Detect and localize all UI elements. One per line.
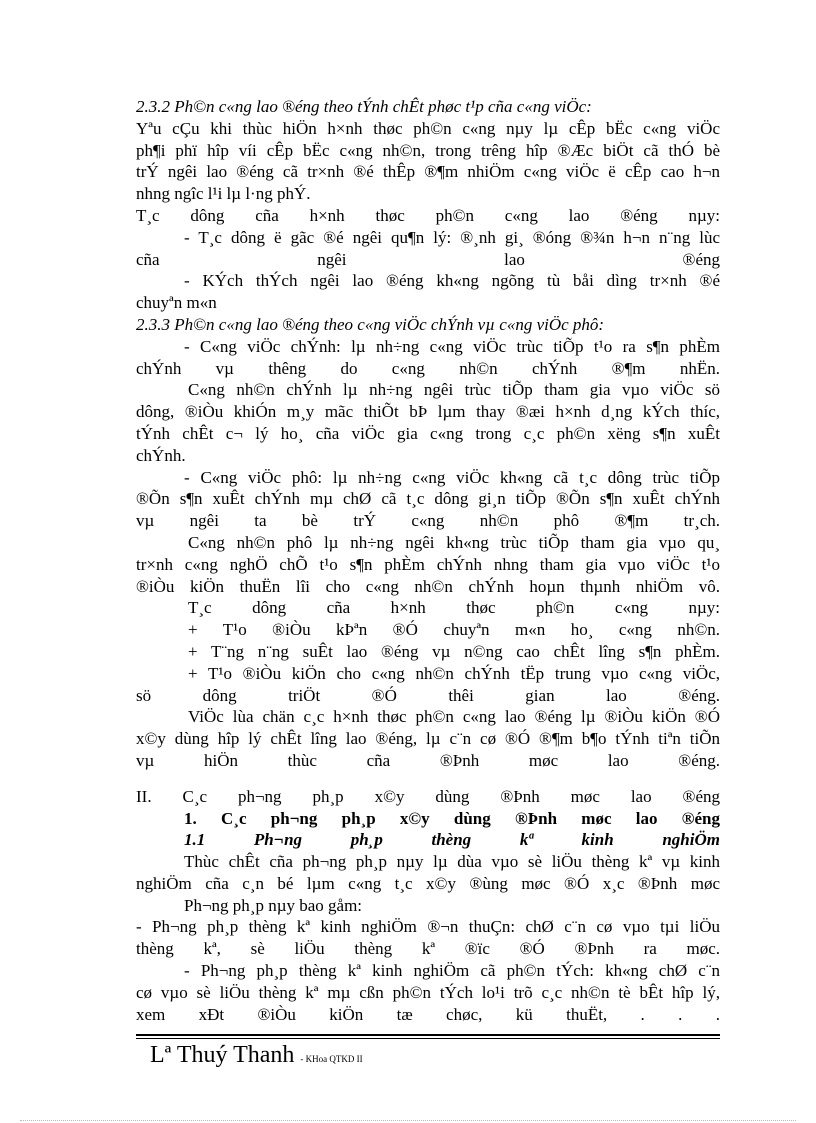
text-line: dông, ®iÒu khiÓn m¸y mãc thiÕt bÞ lµm thay ®æi h×nh d¸ng kÝch thíc, [136, 402, 720, 422]
text-line: - KÝch thÝch ngêi lao ®éng kh«ng ngõng tù båi dìng tr×nh ®é [184, 271, 720, 291]
text-line: 1.1 Ph¬ng ph¸p thèng kª kinh nghiÖm [184, 830, 720, 850]
text-line: + T¹o ®iÒu kiÖn cho c«ng nh©n chÝnh tËp trung vµo c«ng viÖc, [188, 663, 720, 683]
page-edge-dots [20, 1120, 796, 1121]
text-line: + T¹o ®iÒu kÞªn ®Ó chuyªn m«n ho¸ c«ng nh©n. [188, 620, 720, 640]
footer [150, 1042, 363, 1069]
text-line: ViÖc lùa chän c¸c h×nh thøc ph©n c«ng lao ®éng lµ ®iÒu kiÖn ®Ó [188, 707, 720, 727]
text-line: - Ph¬ng ph¸p thèng kª kinh nghiÖm cã ph©n tÝch: kh«ng chØ c¨n [184, 961, 720, 981]
text-line: II. C¸c ph¬ng ph¸p x©y dùng ®Þnh møc lao ®éng [136, 786, 720, 806]
text-line: + T¨ng n¨ng suÊt lao ®éng vµ n©ng cao chÊt lîng s¶n phÈm. [188, 641, 720, 661]
text-line: cø vµo sè liÖu thèng kª mµ cßn ph©n tÝch lo¹i trõ c¸c nh©n tè bÊt hîp lý, [136, 982, 720, 1002]
text-line: - T¸c dông ë gãc ®é ngêi qu¶n lý: ®¸nh gi¸ ®óng ®¾n h¬n n¨ng lùc [184, 227, 720, 247]
text-line: C«ng nh©n phô lµ nh÷ng ngêi kh«ng trùc tiÕp tham gia vµo qu¸ [188, 532, 720, 552]
text-line: - C«ng viÖc chÝnh: lµ nh÷ng c«ng viÖc trùc tiÕp t¹o ra s¶n phÈm [184, 336, 720, 356]
text-line: chÝnh vµ thêng do c«ng nh©n chÝnh ®¶m nhËn. [136, 358, 720, 378]
text-line: Yªu cÇu khi thùc hiÖn h×nh thøc ph©n c«ng nµy lµ cÊp bËc c«ng viÖc [136, 118, 720, 138]
text-line: nghiÖm cña c¸n bé lµm c«ng t¸c x©y ®ùng møc ®Ó x¸c ®Þnh møc [136, 873, 720, 893]
text-line: x©y dùng hîp lý chÊt lîng lao ®éng, lµ c¨n cø ®Ó ®¶m b¶o tÝnh tiªn tiÕn [136, 729, 720, 749]
text-line: trÝ ngêi lao ®éng cã tr×nh ®é thÊp ®¶m nhiÖm c«ng viÖc ë cÊp cao h¬n [136, 162, 720, 182]
text-line: thèng kª, sè liÖu thèng kª ®ïc ®Ó ®Þnh ra møc. [136, 939, 720, 959]
text-line: 2.3.3 Ph©n c«ng lao ®éng theo c«ng viÖc chÝnh vµ c«ng viÖc phô: [136, 314, 605, 334]
text-line: - Ph¬ng ph¸p thèng kª kinh nghiÖm ®¬n thuÇn: chØ c¨n cø vµo tµi liÖu [136, 917, 720, 937]
text-line: T¸c dông cña h×nh thøc ph©n c«ng lao ®éng nµy: [136, 205, 720, 225]
text-line: tÝnh chÊt c¬ lý ho¸ cña viÖc gia c«ng trong c¸c ph©n xëng s¶n xuÊt [136, 423, 720, 443]
text-line: Ph¬ng ph¸p nµy bao gåm: [184, 895, 363, 915]
text-line: chÝnh. [136, 445, 186, 465]
text-line: ®iÒu kiÖn thuËn lîi cho c«ng nh©n chÝnh hoµn thµnh nhiÖm vô. [136, 576, 720, 596]
text-line: sö dông triÖt ®Ó thêi gian lao ®éng. [136, 685, 720, 705]
department-label: - KHoa QTKD II [300, 1054, 363, 1064]
text-line: nhng ngîc l¹i lµ l·ng phÝ. [136, 184, 311, 204]
footer-rule-thin [136, 1038, 720, 1039]
blank-line [136, 772, 720, 786]
text-line: Thùc chÊt cña ph¬ng ph¸p nµy lµ dùa vµo sè liÖu thèng kª vµ kinh [184, 852, 720, 872]
text-line: chuyªn m«n [136, 293, 217, 313]
text-line: - C«ng viÖc phô: lµ nh÷ng c«ng viÖc kh«ng cã t¸c dông trùc tiÕp [184, 467, 720, 487]
text-line: cña ngêi lao ®éng [136, 249, 720, 269]
text-line: tr×nh c«ng nghÖ chÕ t¹o s¶n phÈm chÝnh nhng tham gia vµo viÖc t¹o [136, 554, 720, 574]
text-line: xem xÐt ®iÒu kiÖn tæ chøc, kü thuËt, . . . [136, 1004, 720, 1024]
author-name: Lª Thuý Thanh [150, 1042, 295, 1068]
text-line: vµ ngêi ta bè trÝ c«ng nh©n phô ®¶m tr¸ch. [136, 511, 720, 531]
document-body [136, 96, 720, 1025]
text-line: 1. C¸c ph¬ng ph¸p x©y dùng ®Þnh møc lao ®éng [184, 808, 720, 828]
text-line: C«ng nh©n chÝnh lµ nh÷ng ngêi trùc tiÕp tham gia vµo viÖc sö [188, 380, 720, 400]
text-line: T¸c dông cña h×nh thøc ph©n c«ng nµy: [188, 598, 720, 618]
text-line: ®Õn s¶n xuÊt chÝnh mµ chØ cã t¸c dông gi¸n tiÕp ®Õn s¶n xuÊt chÝnh [136, 489, 720, 509]
footer-rule-thick [136, 1034, 720, 1036]
text-line: vµ hiÖn thùc cña ®Þnh møc lao ®éng. [136, 750, 720, 770]
text-line: ph¶i phï hîp víi cÊp bËc c«ng nh©n, trong trêng hîp ®Æc biÖt cã thÓ bè [136, 140, 720, 160]
text-line: 2.3.2 Ph©n c«ng lao ®éng theo tÝnh chÊt phøc t¹p cña c«ng viÖc: [136, 97, 592, 116]
